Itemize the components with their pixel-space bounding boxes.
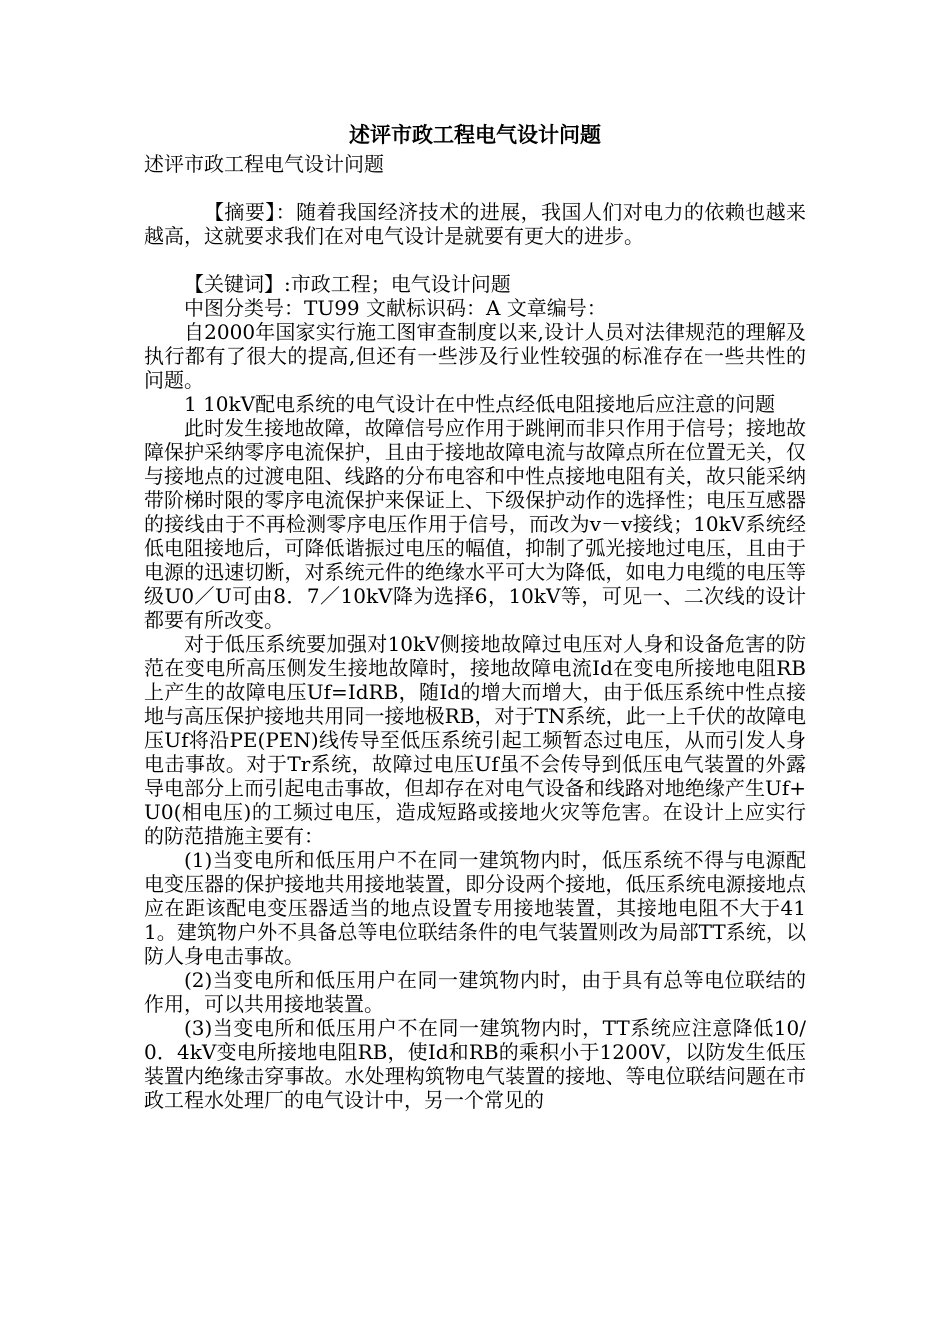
- section-heading: 1 10kV配电系统的电气设计在中性点经低电阻接地后应注意的问题: [184, 392, 776, 416]
- list-item-paragraph: (1)当变电所和低压用户不在同一建筑物内时，低压系统不得与电源配电变压器的保护接地共用接地装置，即分设两个接地，低压系统电源接地点应在距该配电变压器适当的地点设置专用接地装置，其接地电阻不大于411。建筑物户外不具备总等电位联结条件的电气装置则改为局部TT系统，以防人身电击事故。: [144, 848, 806, 968]
- body-paragraph: 此时发生接地故障，故障信号应作用于跳闸而非只作用于信号；接地故障保护采纳零序电流保护，且由于接地故障电流与故障点所在位置无关，仅与接地点的过渡电阻、线路的分布电容和中性点接地电阻有关，故只能采纳带阶梯时限的零序电流保护来保证上、下级保护动作的选择性；电压互感器的接线由于不再检测零序电压作用于信号，而改为v－v接线；10kV系统经低电阻接地后，可降低谐振过电压的幅值，抑制了弧光接地过电压，且由于电源的迅速切断，对系统元件的绝缘水平可大为降低，如电力电缆的电压等级U0／U可由8．7／10kV降为选择6，10kV等，可见一、二次线的设计都要有所改变。: [144, 416, 806, 632]
- document-page: [144, 120, 806, 1112]
- list-item-paragraph: (3)当变电所和低压用户不在同一建筑物内时，TT系统应注意降低10/0．4kV变电所接地电阻RB，使Id和RB的乘积小于1200V，以防发生低压装置内绝缘击穿事故。水处理构筑物电气装置的接地、等电位联结问题在市政工程水处理厂的电气设计中，另一个常见的: [144, 1016, 806, 1112]
- keywords-line: 【关键词】:市政工程；电气设计问题: [184, 272, 511, 296]
- classification-line: 中图分类号：TU99 文献标识码：A 文章编号：: [184, 296, 607, 320]
- blank-line: [144, 248, 806, 272]
- body-paragraph: 自2000年国家实行施工图审查制度以来,设计人员对法律规范的理解及执行都有了很大的提高,但还有一些涉及行业性较强的标准存在一些共性的问题。: [144, 320, 806, 392]
- document-title: 述评市政工程电气设计问题: [349, 122, 601, 147]
- list-item-paragraph: (2)当变电所和低压用户在同一建筑物内时，由于具有总等电位联结的作用，可以共用接地装置。: [144, 968, 806, 1016]
- abstract-paragraph: 【摘要】：随着我国经济技术的进展，我国人们对电力的依赖也越来越高，这就要求我们在对电气设计是就要有更大的进步。: [144, 200, 806, 248]
- body-paragraph: 对于低压系统要加强对10kV侧接地故障过电压对人身和设备危害的防范在变电所高压侧发生接地故障时，接地故障电流Id在变电所接地电阻RB上产生的故障电压Uf=IdRB，随Id的增大而增大，由于低压系统中性点接地与高压保护接地共用同一接地极RB，对于TN系统，此一上千伏的故障电压Uf将沿PE(PEN)线传导至低压系统引起工频暂态过电压，从而引发人身电击事故。对于Tr系统，故障过电压Uf虽不会传导到低压电气装置的外露导电部分上而引起电击事故，但却存在对电气设备和线路对地绝缘产生Uf+U0(相电压)的工频过电压，造成短路或接地火灾等危害。在设计上应实行的防范措施主要有：: [144, 632, 806, 848]
- blank-line: [144, 176, 806, 200]
- document-subtitle: 述评市政工程电气设计问题: [144, 152, 384, 176]
